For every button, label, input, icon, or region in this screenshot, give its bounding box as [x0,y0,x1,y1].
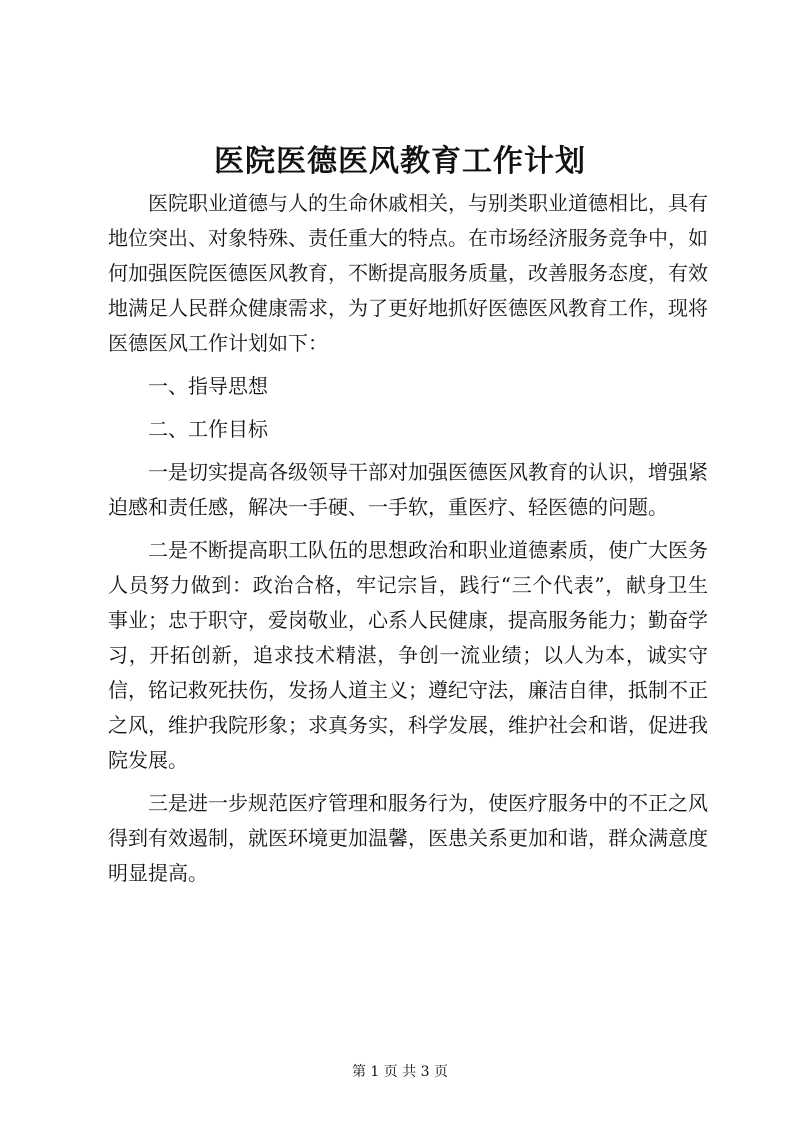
goal-paragraph-1: 一是切实提高各级领导干部对加强医德医风教育的认识，增强紧迫感和责任感，解决一手硬、一手软，重医疗、轻医德的问题。 [108,460,708,519]
goal-paragraph-3: 三是进一步规范医疗管理和服务行为，使医疗服务中的不正之风得到有效遏制，就医环境更加温馨，医患关系更加和谐，群众满意度明显提高。 [108,791,708,885]
section-heading-guiding-ideology: 一、指导思想 [148,374,268,398]
document-title: 医院医德医风教育工作计划 [214,144,586,179]
page-number-footer: 第 1 页 共 3 页 [351,1064,449,1080]
document-body [108,186,708,891]
intro-paragraph: 医院职业道德与人的生命休戚相关，与别类职业道德相比，具有地位突出、对象特殊、责任重大的特点。在市场经济服务竞争中，如何加强医院医德医风教育，不断提高服务质量，改善服务态度，有效地满足人民群众健康需求，为了更好地抓好医德医风教育工作，现将医德医风工作计划如下： [108,191,708,355]
section-heading-work-goals: 二、工作目标 [148,417,268,441]
goal-paragraph-2: 二是不断提高职工队伍的思想政治和职业道德素质，使广大医务人员努力做到：政治合格，牢记宗旨，践行“三个代表”，献身卫生事业；忠于职守，爱岗敬业，心系人民健康，提高服务能力；勤奋学习，开拓创新，追求技术精湛，争创一流业绩；以人为本，诚实守信，铭记救死扶伤，发扬人道主义；遵纪守法，廉洁自律，抵制不正之风，维护我院形象；求真务实，科学发展，维护社会和谐，促进我院发展。 [108,538,708,772]
